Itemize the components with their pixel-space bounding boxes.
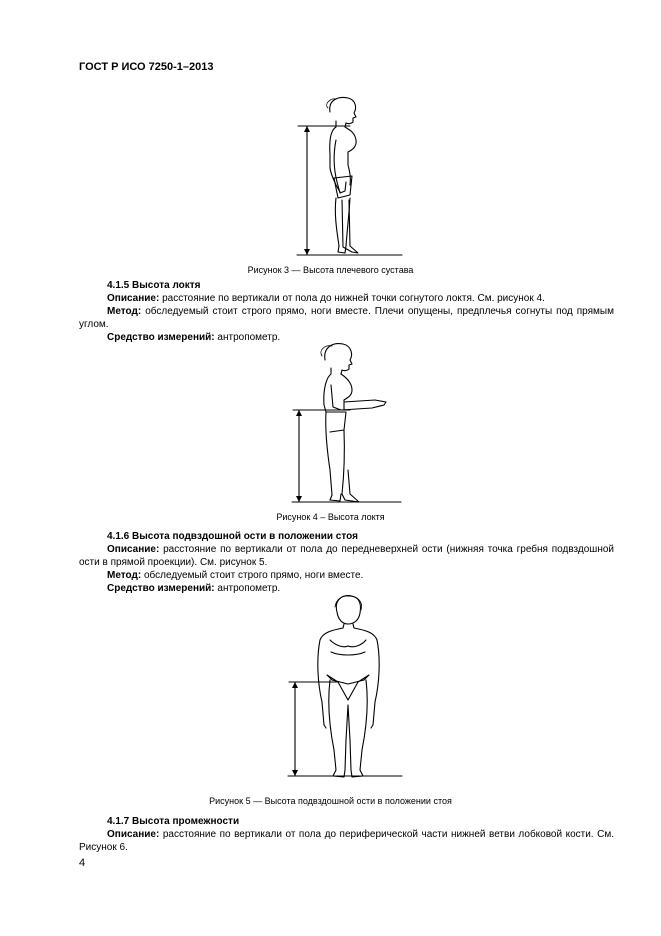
page-number: 4	[79, 857, 86, 869]
description-label: Описание:	[107, 829, 160, 840]
figure-4-drawing	[292, 344, 401, 502]
tool-text: антропометр.	[214, 332, 281, 343]
description-label: Описание:	[107, 544, 160, 555]
tool-text: антропометр.	[214, 583, 281, 594]
method-text: обследуемый стоит строго прямо, ноги вместе. Плечи опущены, предплечья согнуты под прямым углом.	[79, 306, 614, 330]
section-4-1-6-heading: 4.1.6 Высота подвздошной ости в положении стоя	[107, 531, 358, 542]
section-4-1-5-description	[107, 292, 614, 305]
description-text: расстояние по вертикали от пола до передневерхней ости (нижняя точка гребня подвздошной ости в прямой проекции). См. рисунок 5.	[79, 544, 614, 568]
method-label: Метод:	[107, 306, 142, 317]
method-label: Метод:	[107, 570, 142, 581]
figure-3-drawing	[297, 98, 402, 255]
section-4-1-7-heading: 4.1.7 Высота промежности	[107, 816, 240, 827]
figure-5-caption: Рисунок 5 — Высота подвздошной ости в положении стоя	[209, 796, 452, 806]
figure-3-caption: Рисунок 3 — Высота плечевого сустава	[247, 265, 414, 275]
section-4-1-7-description	[79, 828, 614, 854]
section-4-1-5-heading: 4.1.5 Высота локтя	[107, 280, 201, 291]
section-4-1-6-description	[79, 543, 614, 569]
document-header: ГОСТ Р ИСО 7250-1–2013	[79, 61, 214, 73]
tool-label: Средство измерений:	[107, 332, 215, 343]
tool-label: Средство измерений:	[107, 583, 215, 594]
section-4-1-5-tool	[107, 331, 280, 344]
description-text: расстояние по вертикали от пола до периферической части нижней ветви лобковой кости. См. Рисунок 6.	[79, 829, 614, 853]
description-text: расстояние по вертикали от пола до нижней точки согнутого локтя. См. рисунок 4.	[159, 293, 545, 304]
method-text: обследуемый стоит строго прямо, ноги вместе.	[141, 570, 364, 581]
section-4-1-6-method	[107, 569, 363, 582]
figure-4-caption: Рисунок 4 – Высота локтя	[276, 512, 385, 522]
description-label: Описание:	[107, 293, 160, 304]
section-4-1-5-method	[79, 305, 614, 331]
figure-5-drawing	[288, 595, 402, 777]
section-4-1-6-tool	[107, 582, 280, 595]
